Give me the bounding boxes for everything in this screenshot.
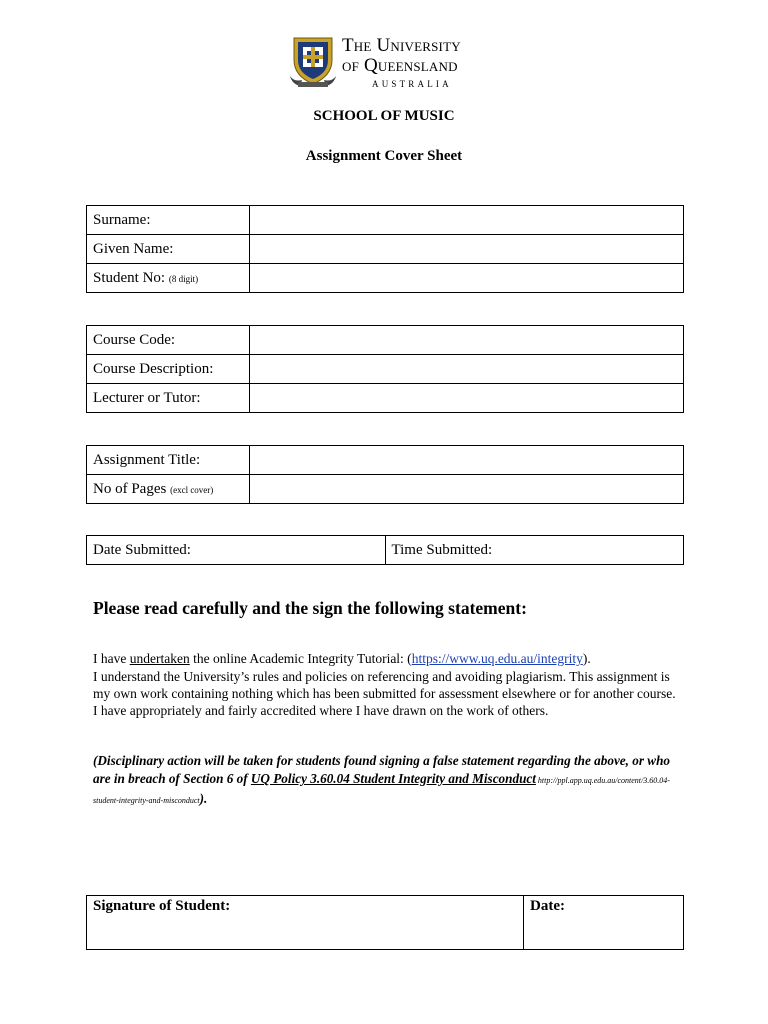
student-no-label: Student No: bbox=[93, 269, 166, 286]
pages-cell bbox=[87, 475, 250, 504]
student-no-note: (8 digit) bbox=[168, 273, 199, 284]
date-submitted-field[interactable] bbox=[87, 536, 386, 565]
statement-paragraph-2: I understand the University’s rules and policies on referencing and avoiding plagiarism. This assignment is my own work containing nothing which has been submitted for assessment elsewhere or for another course. I have appropriately and fairly accredited where I have drawn on the work of others. bbox=[93, 669, 676, 718]
p3-end: ). bbox=[199, 791, 208, 806]
surname-label: Surname: bbox=[87, 206, 250, 235]
assignment-title-label: Assignment Title: bbox=[87, 446, 250, 475]
pages-field[interactable] bbox=[250, 475, 684, 504]
assignment-title-field[interactable] bbox=[250, 446, 684, 475]
time-submitted-label: Time Submitted: bbox=[391, 541, 493, 558]
p1-before: I have bbox=[93, 651, 130, 666]
university-name bbox=[342, 36, 461, 75]
statement-paragraph-1 bbox=[93, 650, 683, 667]
time-submitted-field[interactable] bbox=[385, 536, 684, 565]
table-row bbox=[87, 326, 684, 355]
signature-table bbox=[86, 895, 684, 950]
p3-section: Section 6 of bbox=[183, 771, 251, 786]
table-row bbox=[87, 264, 684, 293]
university-crest-icon bbox=[288, 34, 338, 88]
pages-note: (excl cover) bbox=[170, 484, 214, 495]
school-name: SCHOOL OF MUSIC bbox=[313, 108, 455, 124]
student-no-cell bbox=[87, 264, 250, 293]
p1-underlined: undertaken bbox=[129, 651, 190, 666]
given-name-label: Given Name: bbox=[87, 235, 250, 264]
p1-after: ). bbox=[582, 651, 591, 666]
pages-label: No of Pages bbox=[93, 480, 167, 497]
course-code-field[interactable] bbox=[250, 326, 684, 355]
table-row bbox=[87, 475, 684, 504]
p1-middle: the online Academic Integrity Tutorial: ( bbox=[189, 651, 412, 666]
signature-date-label: Date: bbox=[530, 898, 565, 914]
integrity-tutorial-link[interactable]: https://www.uq.edu.au/integrity bbox=[411, 651, 583, 666]
table-row bbox=[87, 206, 684, 235]
university-country: AUSTRALIA bbox=[372, 79, 452, 89]
disciplinary-note bbox=[93, 752, 685, 810]
university-name-line1: The University bbox=[342, 35, 461, 56]
course-description-field[interactable] bbox=[250, 355, 684, 384]
table-row bbox=[87, 355, 684, 384]
given-name-field[interactable] bbox=[250, 235, 684, 264]
lecturer-label: Lecturer or Tutor: bbox=[87, 384, 250, 413]
p3-before: (Disciplinary action will be taken for students found signing a false statement regarding the above, or who are in breach of bbox=[93, 753, 670, 786]
table-row bbox=[87, 384, 684, 413]
student-no-field[interactable] bbox=[250, 264, 684, 293]
surname-field[interactable] bbox=[250, 206, 684, 235]
table-row bbox=[87, 536, 684, 565]
signature-field[interactable] bbox=[87, 896, 524, 950]
table-row bbox=[87, 235, 684, 264]
university-name-line2: of Queensland bbox=[342, 55, 458, 76]
lecturer-field[interactable] bbox=[250, 384, 684, 413]
course-description-label: Course Description: bbox=[87, 355, 250, 384]
university-logo bbox=[288, 34, 488, 90]
assignment-details-table bbox=[86, 445, 684, 504]
submission-table bbox=[86, 535, 684, 565]
signature-label: Signature of Student: bbox=[93, 898, 231, 914]
page-title: Assignment Cover Sheet bbox=[305, 148, 463, 164]
course-details-table bbox=[86, 325, 684, 413]
date-submitted-label: Date Submitted: bbox=[93, 541, 191, 558]
student-details-table bbox=[86, 205, 684, 293]
statement-heading: Please read carefully and the sign the following statement: bbox=[93, 598, 527, 618]
policy-url[interactable]: http://ppl.app.uq.edu.au/content/3.60.04-student-integrity-and-misconduct bbox=[93, 776, 670, 805]
p3-policy: UQ Policy 3.60.04 Student Integrity and Misconduct bbox=[250, 771, 536, 786]
table-row bbox=[87, 896, 684, 950]
table-row bbox=[87, 446, 684, 475]
course-code-label: Course Code: bbox=[87, 326, 250, 355]
signature-date-field[interactable] bbox=[524, 896, 684, 950]
